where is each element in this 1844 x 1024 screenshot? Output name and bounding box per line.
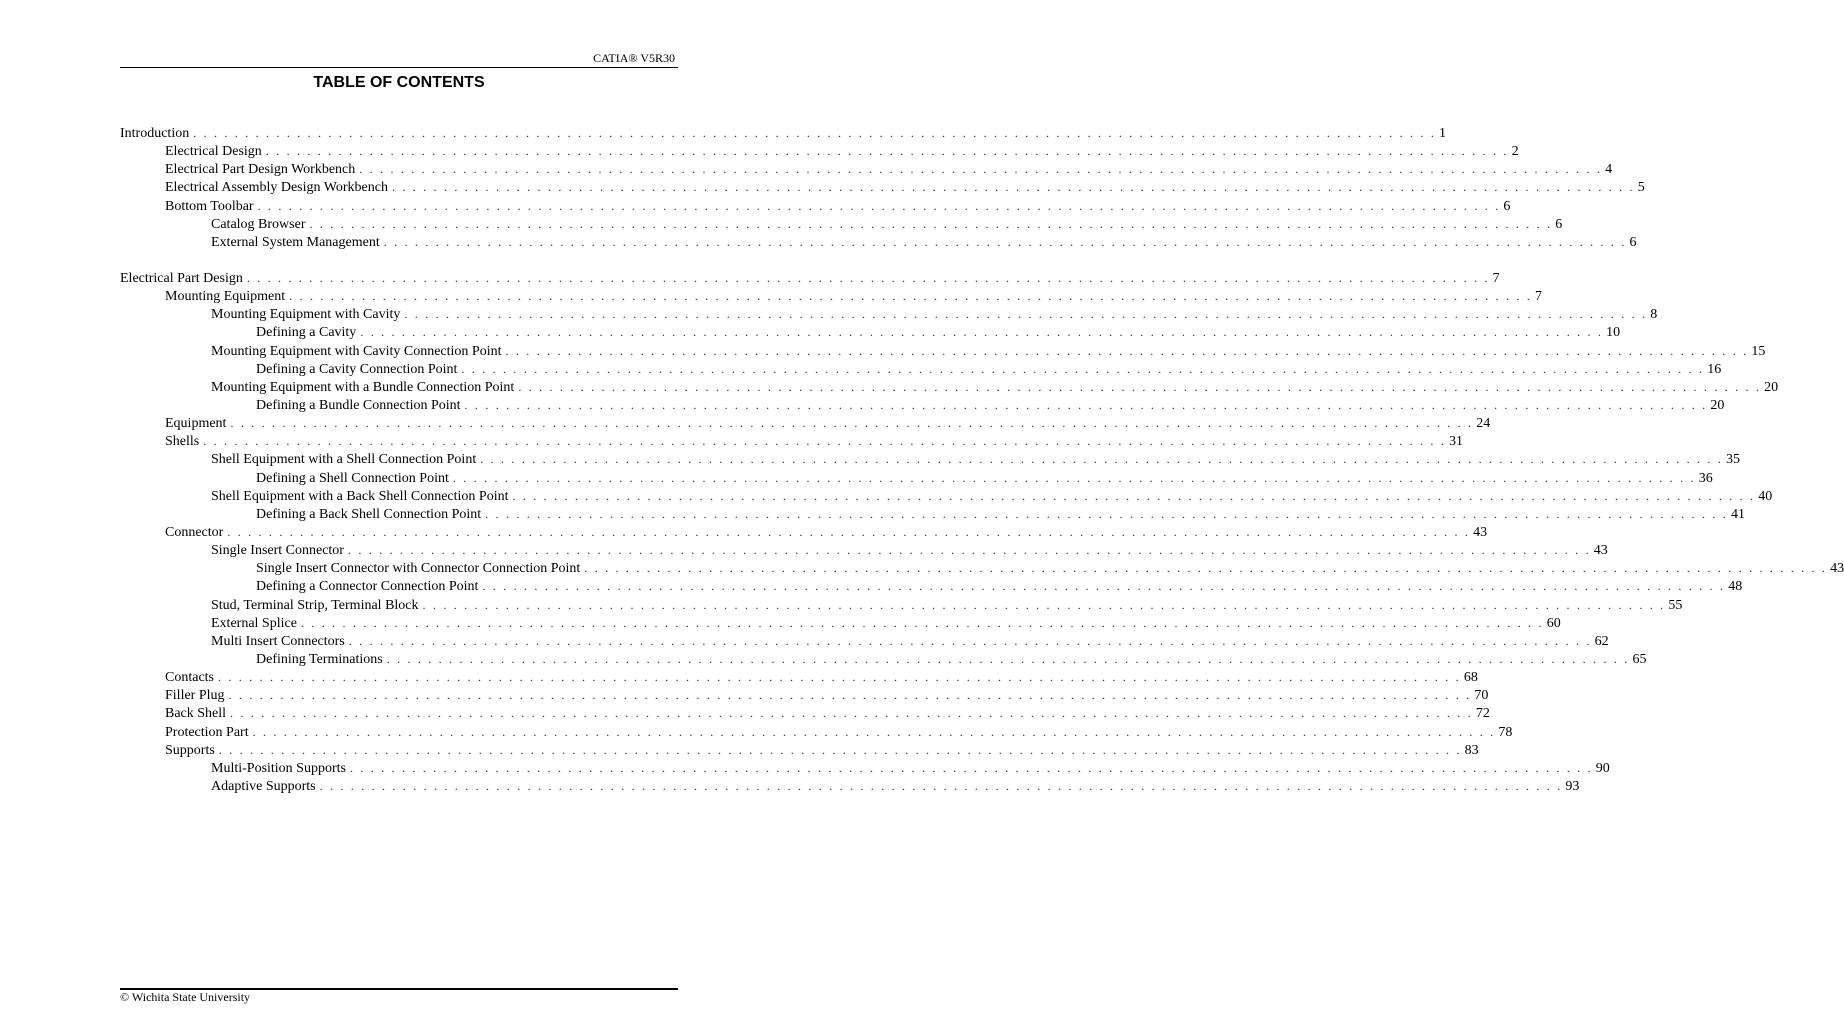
toc-entry[interactable] bbox=[120, 432, 1464, 450]
toc-entry-label: Defining a Connector Connection Point bbox=[256, 579, 479, 595]
dot-leader: . . . . . . . . . . . . . . . . . . . . . . . . . . . . . . . . . . . . . . . . . . . . . . . . . . . . . . . . . . . . . . . . . . . . . . . . . . . . . . . . . . . . . . . . . . . . . . . . . . . . . . . . . . . . . . . . . . . . . . . . bbox=[518, 379, 1762, 394]
dot-leader: . . . . . . . . . . . . . . . . . . . . . . . . . . . . . . . . . . . . . . . . . . . . . . . . . . . . . . . . . . . . . . . . . . . . . . . . . . . . . . . . . . . . . . . . . . . . . . . . . . . . . . . . . . . . . . . . . . . . . . . . bbox=[422, 597, 1666, 612]
dot-leader: . . . . . . . . . . . . . . . . . . . . . . . . . . . . . . . . . . . . . . . . . . . . . . . . . . . . . . . . . . . . . . . . . . . . . . . . . . . . . . . . . . . . . . . . . . . . . . . . . . . . . . . . . . . . . . . . . . . . . . . . bbox=[348, 633, 1592, 648]
toc-entry[interactable] bbox=[120, 704, 1490, 722]
toc-entry-label: External Splice bbox=[211, 615, 297, 631]
toc-entry-label: Protection Part bbox=[165, 724, 249, 740]
toc-entry-label: Supports bbox=[165, 742, 215, 758]
toc-entry-label: Shell Equipment with a Shell Connection Point bbox=[211, 452, 477, 468]
toc-entry-page-number: 62 bbox=[1594, 633, 1609, 649]
toc-entry-page-number: 41 bbox=[1730, 506, 1745, 522]
toc-entry-page-number: 65 bbox=[1632, 651, 1647, 667]
dot-leader: . . . . . . . . . . . . . . . . . . . . . . . . . . . . . . . . . . . . . . . . . . . . . . . . . . . . . . . . . . . . . . . . . . . . . . . . . . . . . . . . . . . . . . . . . . . . . . . . . . . . . . . . . . . . . . . . . . . . . . . . bbox=[386, 651, 1630, 666]
toc-entry-label: Equipment bbox=[165, 416, 227, 432]
dot-leader: . . . . . . . . . . . . . . . . . . . . . . . . . . . . . . . . . . . . . . . . . . . . . . . . . . . . . . . . . . . . . . . . . . . . . . . . . . . . . . . . . . . . . . . . . . . . . . . . . . . . . . . . . . . . . . . . . . . . . . . . bbox=[347, 543, 1591, 558]
dot-leader: . . . . . . . . . . . . . . . . . . . . . . . . . . . . . . . . . . . . . . . . . . . . . . . . . . . . . . . . . . . . . . . . . . . . . . . . . . . . . . . . . . . . . . . . . . . . . . . . . . . . . . . . . . . . . . . . . . . . . . . . bbox=[230, 416, 1474, 431]
dot-leader: . . . . . . . . . . . . . . . . . . . . . . . . . . . . . . . . . . . . . . . . . . . . . . . . . . . . . . . . . . . . . . . . . . . . . . . . . . . . . . . . . . . . . . . . . . . . . . . . . . . . . . . . . . . . . . . . . . . . . . . . bbox=[404, 307, 1648, 322]
toc-entry-label: Defining a Cavity Connection Point bbox=[256, 361, 458, 377]
toc-entry-page-number: 6 bbox=[1629, 234, 1637, 250]
toc-entry-page-number: 6 bbox=[1503, 198, 1511, 214]
dot-leader: . . . . . . . . . . . . . . . . . . . . . . . . . . . . . . . . . . . . . . . . . . . . . . . . . . . . . . . . . . . . . . . . . . . . . . . . . . . . . . . . . . . . . . . . . . . . . . . . . . . . . . . . . . . . . . . . . . . . . . . . bbox=[203, 434, 1447, 449]
dot-leader: . . . . . . . . . . . . . . . . . . . . . . . . . . . . . . . . . . . . . . . . . . . . . . . . . . . . . . . . . . . . . . . . . . . . . . . . . . . . . . . . . . . . . . . . . . . . . . . . . . . . . . . . . . . . . . . . . . . . . . . . bbox=[309, 216, 1553, 231]
toc-entry-page-number: 60 bbox=[1546, 615, 1561, 631]
toc-entry[interactable] bbox=[120, 577, 1743, 595]
dot-leader: . . . . . . . . . . . . . . . . . . . . . . . . . . . . . . . . . . . . . . . . . . . . . . . . . . . . . . . . . . . . . . . . . . . . . . . . . . . . . . . . . . . . . . . . . . . . . . . . . . . . . . . . . . . . . . . . . . . . . . . . bbox=[452, 470, 1696, 485]
toc-entry[interactable] bbox=[120, 342, 1766, 360]
toc-entry[interactable] bbox=[120, 287, 1542, 305]
toc-entry-page-number: 15 bbox=[1751, 343, 1766, 359]
toc-entry-page-number: 8 bbox=[1650, 307, 1658, 323]
toc-entry-label: Mounting Equipment with Cavity Connection Point bbox=[211, 343, 502, 359]
toc-entry-page-number: 16 bbox=[1707, 361, 1722, 377]
toc-entry-label: Adaptive Supports bbox=[211, 778, 316, 794]
toc-entry-label: Shells bbox=[165, 434, 200, 450]
toc-entry-page-number: 68 bbox=[1463, 670, 1478, 686]
toc-entry-label: Stud, Terminal Strip, Terminal Block bbox=[211, 597, 419, 613]
toc-entry[interactable] bbox=[120, 414, 1491, 432]
dot-leader: . . . . . . . . . . . . . . . . . . . . . . . . . . . . . . . . . . . . . . . . . . . . . . . . . . . . . . . . . . . . . . . . . . . . . . . . . . . . . . . . . . . . . . . . . . . . . . . . . . . . . . . . . . . . . . . . . . . . . . . . bbox=[480, 452, 1724, 467]
toc-entry-label: Electrical Assembly Design Workbench bbox=[165, 180, 388, 196]
toc-entry-label: Electrical Design bbox=[165, 144, 262, 160]
toc-entry-page-number: 43 bbox=[1473, 524, 1488, 540]
dot-leader: . . . . . . . . . . . . . . . . . . . . . . . . . . . . . . . . . . . . . . . . . . . . . . . . . . . . . . . . . . . . . . . . . . . . . . . . . . . . . . . . . . . . . . . . . . . . . . . . . . . . . . . . . . . . . . . . . . . . . . . . bbox=[228, 688, 1472, 703]
toc-entry-page-number: 70 bbox=[1474, 688, 1489, 704]
dot-leader: . . . . . . . . . . . . . . . . . . . . . . . . . . . . . . . . . . . . . . . . . . . . . . . . . . . . . . . . . . . . . . . . . . . . . . . . . . . . . . . . . . . . . . . . . . . . . . . . . . . . . . . . . . . . . . . . . . . . . . . . bbox=[230, 706, 1473, 721]
dot-leader: . . . . . . . . . . . . . . . . . . . . . . . . . . . . . . . . . . . . . . . . . . . . . . . . . . . . . . . . . . . . . . . . . . . . . . . . . . . . . . . . . . . . . . . . . . . . . . . . . . . . . . . . . . . . . . . . . . . . . . . . bbox=[252, 724, 1496, 739]
toc-entry[interactable] bbox=[120, 505, 1745, 523]
toc-entry[interactable] bbox=[120, 686, 1489, 704]
toc-entry-page-number: 36 bbox=[1698, 470, 1713, 486]
toc-entry-label: Defining a Back Shell Connection Point bbox=[256, 506, 482, 522]
toc-entry-page-number: 20 bbox=[1764, 379, 1779, 395]
dot-leader: . . . . . . . . . . . . . . . . . . . . . . . . . . . . . . . . . . . . . . . . . . . . . . . . . . . . . . . . . . . . . . . . . . . . . . . . . . . . . . . . . . . . . . . . . . . . . . . . . . . . . . . . . . . . . . . . . . . . . . . . bbox=[319, 778, 1563, 793]
toc-entry-page-number: 48 bbox=[1728, 579, 1743, 595]
toc-entry-label: Bottom Toolbar bbox=[165, 198, 254, 214]
dot-leader: . . . . . . . . . . . . . . . . . . . . . . . . . . . . . . . . . . . . . . . . . . . . . . . . . . . . . . . . . . . . . . . . . . . . . . . . . . . . . . . . . . . . . . . . . . . . . . . . . . . . . . . . . . . . . . . . . . . . . . . . bbox=[383, 234, 1627, 249]
toc-entry[interactable] bbox=[120, 378, 1779, 396]
toc-entry-page-number: 2 bbox=[1511, 144, 1519, 160]
toc-entry-page-number: 7 bbox=[1534, 289, 1542, 305]
toc-entry-label: Multi-Position Supports bbox=[211, 760, 346, 776]
toc-entry[interactable] bbox=[120, 614, 1561, 632]
dot-leader: . . . . . . . . . . . . . . . . . . . . . . . . . . . . . . . . . . . . . . . . . . . . . . . . . . . . . . . . . . . . . . . . . . . . . . . . . . . . . . . . . . . . . . . . . . . . . . . . . . . . . . . . . . . . . . . . . . . . . . . . bbox=[257, 198, 1501, 213]
toc-entry-page-number: 72 bbox=[1475, 706, 1490, 722]
toc-entry-page-number: 4 bbox=[1605, 162, 1613, 178]
toc-entry[interactable] bbox=[120, 541, 1608, 559]
toc-entry[interactable] bbox=[120, 523, 1488, 541]
toc-entry[interactable] bbox=[120, 233, 1637, 251]
toc-entry-page-number: 90 bbox=[1595, 760, 1610, 776]
dot-leader: . . . . . . . . . . . . . . . . . . . . . . . . . . . . . . . . . . . . . . . . . . . . . . . . . . . . . . . . . . . . . . . . . . . . . . . . . . . . . . . . . . . . . . . . . . . . . . . . . . . . . . . . . . . . . . . . . . . . . . . . bbox=[360, 325, 1604, 340]
toc-entry-page-number: 10 bbox=[1606, 325, 1621, 341]
dot-leader: . . . . . . . . . . . . . . . . . . . . . . . . . . . . . . . . . . . . . . . . . . . . . . . . . . . . . . . . . . . . . . . . . . . . . . . . . . . . . . . . . . . . . . . . . . . . . . . . . . . . . . . . . . . . . . . . . . . . . . . . bbox=[300, 615, 1544, 630]
toc-entry[interactable] bbox=[120, 777, 1580, 795]
toc-entry-page-number: 24 bbox=[1476, 416, 1491, 432]
footer-copyright: © Wichita State University bbox=[120, 990, 251, 1004]
toc-entry[interactable] bbox=[120, 559, 1844, 577]
dot-leader: . . . . . . . . . . . . . . . . . . . . . . . . . . . . . . . . . . . . . . . . . . . . . . . . . . . . . . . . . . . . . . . . . . . . . . . . . . . . . . . . . . . . . . . . . . . . . . . . . . . . . . . . . . . . . . . . . . . . . . . . bbox=[391, 180, 1635, 195]
toc-entry[interactable] bbox=[120, 396, 1725, 414]
toc-entry-page-number: 6 bbox=[1555, 216, 1563, 232]
toc-entry[interactable] bbox=[120, 305, 1658, 323]
toc-entry-page-number: 20 bbox=[1710, 397, 1725, 413]
toc-entry[interactable] bbox=[120, 596, 1683, 614]
dot-leader: . . . . . . . . . . . . . . . . . . . . . . . . . . . . . . . . . . . . . . . . . . . . . . . . . . . . . . . . . . . . . . . . . . . . . . . . . . . . . . . . . . . . . . . . . . . . . . . . . . . . . . . . . . . . . . . . . . . . . . . . bbox=[359, 162, 1603, 177]
toc-entry-label: Back Shell bbox=[165, 706, 227, 722]
dot-leader: . . . . . . . . . . . . . . . . . . . . . . . . . . . . . . . . . . . . . . . . . . . . . . . . . . . . . . . . . . . . . . . . . . . . . . . . . . . . . . . . . . . . . . . . . . . . . . . . . . . . . . . . . . . . . . . . . . . . . . . . bbox=[246, 270, 1490, 285]
toc-entry-label: External System Management bbox=[211, 234, 380, 250]
dot-leader: . . . . . . . . . . . . . . . . . . . . . . . . . . . . . . . . . . . . . . . . . . . . . . . . . . . . . . . . . . . . . . . . . . . . . . . . . . . . . . . . . . . . . . . . . . . . . . . . . . . . . . . . . . . . . . . . . . . . . . . . bbox=[485, 506, 1728, 521]
toc-entry-label: Single Insert Connector with Connector Connection Point bbox=[256, 561, 581, 577]
header-rule bbox=[120, 67, 678, 68]
toc-entry[interactable] bbox=[120, 160, 1613, 178]
toc-entry[interactable] bbox=[120, 668, 1478, 686]
dot-leader: . . . . . . . . . . . . . . . . . . . . . . . . . . . . . . . . . . . . . . . . . . . . . . . . . . . . . . . . . . . . . . . . . . . . . . . . . . . . . . . . . . . . . . . . . . . . . . . . . . . . . . . . . . . . . . . . . . . . . . . . bbox=[289, 289, 1532, 304]
dot-leader: . . . . . . . . . . . . . . . . . . . . . . . . . . . . . . . . . . . . . . . . . . . . . . . . . . . . . . . . . . . . . . . . . . . . . . . . . . . . . . . . . . . . . . . . . . . . . . . . . . . . . . . . . . . . . . . . . . . . . . . . bbox=[349, 760, 1593, 775]
dot-leader: . . . . . . . . . . . . . . . . . . . . . . . . . . . . . . . . . . . . . . . . . . . . . . . . . . . . . . . . . . . . . . . . . . . . . . . . . . . . . . . . . . . . . . . . . . . . . . . . . . . . . . . . . . . . . . . . . . . . . . . . bbox=[505, 343, 1749, 358]
toc-entry[interactable] bbox=[120, 360, 1722, 378]
dot-leader: . . . . . . . . . . . . . . . . . . . . . . . . . . . . . . . . . . . . . . . . . . . . . . . . . . . . . . . . . . . . . . . . . . . . . . . . . . . . . . . . . . . . . . . . . . . . . . . . . . . . . . . . . . . . . . . . . . . . . . . . bbox=[464, 397, 1708, 412]
toc-entry[interactable] bbox=[120, 197, 1511, 215]
toc-entry[interactable] bbox=[120, 759, 1610, 777]
toc-entry-label: Multi Insert Connectors bbox=[211, 633, 345, 649]
toc-entry-label: Defining a Cavity bbox=[256, 325, 357, 341]
toc-entry[interactable] bbox=[120, 323, 1621, 341]
toc-entry-page-number: 40 bbox=[1758, 488, 1773, 504]
running-header: CATIA® V5R30 bbox=[593, 51, 675, 65]
toc-entry-page-number: 35 bbox=[1726, 452, 1741, 468]
toc-entry[interactable] bbox=[120, 650, 1647, 668]
toc-entry[interactable] bbox=[120, 487, 1773, 505]
page-title: TABLE OF CONTENTS bbox=[313, 74, 485, 91]
toc-entry-label: Defining a Bundle Connection Point bbox=[256, 397, 461, 413]
dot-leader: . . . . . . . . . . . . . . . . . . . . . . . . . . . . . . . . . . . . . . . . . . . . . . . . . . . . . . . . . . . . . . . . . . . . . . . . . . . . . . . . . . . . . . . . . . . . . . . . . . . . . . . . . . . . . . . . . . . . . . . . bbox=[461, 361, 1705, 376]
toc-entry-label: Mounting Equipment with a Bundle Connection Point bbox=[211, 379, 515, 395]
toc-entry-label: Mounting Equipment with Cavity bbox=[211, 307, 401, 323]
toc-entry-page-number: 55 bbox=[1668, 597, 1683, 613]
dot-leader: . . . . . . . . . . . . . . . . . . . . . . . . . . . . . . . . . . . . . . . . . . . . . . . . . . . . . . . . . . . . . . . . . . . . . . . . . . . . . . . . . . . . . . . . . . . . . . . . . . . . . . . . . . . . . . . . . . . . . . . . bbox=[218, 670, 1461, 685]
toc-entry[interactable] bbox=[120, 450, 1741, 468]
toc-entry-label: Defining Terminations bbox=[256, 651, 383, 667]
toc-entry-page-number: 7 bbox=[1492, 270, 1500, 286]
table-of-contents bbox=[120, 124, 1844, 795]
dot-leader: . . . . . . . . . . . . . . . . . . . . . . . . . . . . . . . . . . . . . . . . . . . . . . . . . . . . . . . . . . . . . . . . . . . . . . . . . . . . . . . . . . . . . . . . . . . . . . . . . . . . . . . . . . . . . . . . . . . . . . . . bbox=[584, 561, 1828, 576]
dot-leader: . . . . . . . . . . . . . . . . . . . . . . . . . . . . . . . . . . . . . . . . . . . . . . . . . . . . . . . . . . . . . . . . . . . . . . . . . . . . . . . . . . . . . . . . . . . . . . . . . . . . . . . . . . . . . . . . . . . . . . . . bbox=[227, 524, 1471, 539]
dot-leader: . . . . . . . . . . . . . . . . . . . . . . . . . . . . . . . . . . . . . . . . . . . . . . . . . . . . . . . . . . . . . . . . . . . . . . . . . . . . . . . . . . . . . . . . . . . . . . . . . . . . . . . . . . . . . . . . . . . . . . . . bbox=[193, 126, 1437, 140]
toc-entry[interactable] bbox=[120, 124, 1447, 142]
toc-entry-page-number: 83 bbox=[1464, 742, 1479, 758]
toc-entry[interactable] bbox=[120, 178, 1645, 196]
toc-entry-label: Shell Equipment with a Back Shell Connection Point bbox=[211, 488, 509, 504]
toc-entry-label: Electrical Part Design Workbench bbox=[165, 162, 356, 178]
toc-entry[interactable] bbox=[120, 469, 1713, 487]
toc-entry-page-number: 5 bbox=[1637, 180, 1645, 196]
toc-entry[interactable] bbox=[120, 142, 1519, 160]
toc-entry-label: Defining a Shell Connection Point bbox=[256, 470, 449, 486]
toc-entry[interactable] bbox=[120, 723, 1513, 741]
toc-entry-label: Connector bbox=[165, 524, 224, 540]
toc-entry[interactable] bbox=[120, 632, 1609, 650]
toc-entry-label: Introduction bbox=[120, 126, 190, 141]
dot-leader: . . . . . . . . . . . . . . . . . . . . . . . . . . . . . . . . . . . . . . . . . . . . . . . . . . . . . . . . . . . . . . . . . . . . . . . . . . . . . . . . . . . . . . . . . . . . . . . . . . . . . . . . . . . . . . . . . . . . . . . . bbox=[218, 742, 1462, 757]
toc-entry-page-number: 1 bbox=[1439, 126, 1447, 141]
toc-entry-page-number: 43 bbox=[1593, 543, 1608, 559]
toc-entry-label: Filler Plug bbox=[165, 688, 225, 704]
toc-entry[interactable] bbox=[120, 741, 1479, 759]
toc-entry-page-number: 43 bbox=[1830, 561, 1844, 577]
toc-entry-page-number: 31 bbox=[1449, 434, 1464, 450]
dot-leader: . . . . . . . . . . . . . . . . . . . . . . . . . . . . . . . . . . . . . . . . . . . . . . . . . . . . . . . . . . . . . . . . . . . . . . . . . . . . . . . . . . . . . . . . . . . . . . . . . . . . . . . . . . . . . . . . . . . . . . . . bbox=[482, 579, 1726, 594]
toc-entry-page-number: 78 bbox=[1498, 724, 1513, 740]
toc-entry-label: Electrical Part Design bbox=[120, 270, 243, 286]
toc-entry[interactable] bbox=[120, 269, 1500, 287]
toc-entry-label: Catalog Browser bbox=[211, 216, 306, 232]
toc-entry-label: Contacts bbox=[165, 670, 214, 686]
dot-leader: . . . . . . . . . . . . . . . . . . . . . . . . . . . . . . . . . . . . . . . . . . . . . . . . . . . . . . . . . . . . . . . . . . . . . . . . . . . . . . . . . . . . . . . . . . . . . . . . . . . . . . . . . . . . . . . . . . . . . . . . bbox=[512, 488, 1756, 503]
toc-entry-label: Single Insert Connector bbox=[211, 543, 344, 559]
dot-leader: . . . . . . . . . . . . . . . . . . . . . . . . . . . . . . . . . . . . . . . . . . . . . . . . . . . . . . . . . . . . . . . . . . . . . . . . . . . . . . . . . . . . . . . . . . . . . . . . . . . . . . . . . . . . . . . . . . . . . . . . bbox=[265, 144, 1509, 159]
toc-entry[interactable] bbox=[120, 215, 1563, 233]
toc-entry-page-number: 93 bbox=[1565, 778, 1580, 794]
toc-entry-label: Mounting Equipment bbox=[165, 289, 286, 305]
